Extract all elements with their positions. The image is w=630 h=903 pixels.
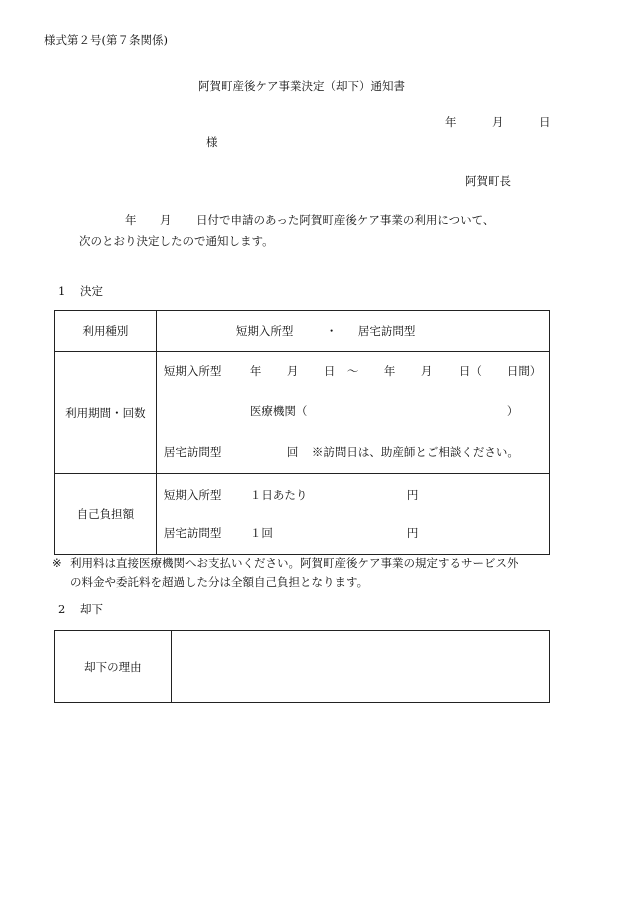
note-line1: 利用料は直接医療機関へお支払いください。阿賀町産後ケア事業の規定するサービス外 <box>70 556 519 570</box>
cost-label-cell <box>55 474 157 555</box>
decision-table <box>54 310 550 555</box>
days-count-close: 日間） <box>506 364 542 378</box>
body-line1: 日付で申請のあった阿賀町産後ケア事業の利用について、 <box>196 213 495 227</box>
cost-short-stay-unit: １日あたり <box>249 488 308 502</box>
cost-label: 自己負担額 <box>76 507 135 521</box>
end-year: 年 <box>383 364 396 378</box>
body-month: 月 <box>160 213 172 227</box>
period-tilde: 〜 <box>346 364 359 378</box>
period-label-cell <box>55 352 157 474</box>
rejection-reason-field <box>171 631 549 703</box>
document-title: 阿賀町産後ケア事業決定（却下）通知書 <box>198 79 405 93</box>
rejection-table <box>54 630 550 703</box>
note-mark: ※ <box>52 556 62 570</box>
period-label: 利用期間・回数 <box>65 405 146 420</box>
rejection-reason-label: 却下の理由 <box>84 659 142 674</box>
start-day: 日 <box>323 364 336 378</box>
end-day: 日（ <box>458 364 482 378</box>
home-visit-count-unit: 回 <box>286 445 299 459</box>
cost-home-visit-yen: 円 <box>406 526 419 540</box>
start-month: 月 <box>286 364 299 378</box>
period-detail-cell <box>156 352 549 474</box>
section1-number: 1 <box>58 284 66 298</box>
addressee-suffix: 様 <box>206 135 218 149</box>
body-line2: 次のとおり決定したので通知します。 <box>79 234 274 248</box>
cost-short-stay-label: 短期入所型 <box>163 488 222 502</box>
date-month: 月 <box>492 115 504 129</box>
start-year: 年 <box>249 364 262 378</box>
form-number: 様式第２号(第７条関係) <box>44 33 168 47</box>
date-year: 年 <box>445 115 457 129</box>
type-home-visit: 居宅訪問型 <box>357 324 416 338</box>
type-label: 利用種別 <box>82 324 129 338</box>
institution-close: ） <box>506 404 519 418</box>
body-year: 年 <box>125 213 137 227</box>
home-visit-label: 居宅訪問型 <box>163 445 222 459</box>
section1-heading: 決定 <box>80 284 103 298</box>
type-separator: ・ <box>325 324 338 338</box>
cost-home-visit-label: 居宅訪問型 <box>163 526 222 540</box>
type-options-cell <box>156 311 549 352</box>
section2-heading: 却下 <box>80 602 103 616</box>
institution-label: 医療機関（ <box>249 404 308 418</box>
rejection-reason-label-cell <box>55 631 172 703</box>
end-month: 月 <box>420 364 433 378</box>
section2-number: 2 <box>58 602 66 616</box>
note-line2: の料金や委託料を超過した分は全額自己負担となります。 <box>70 575 369 589</box>
cost-short-stay-yen: 円 <box>406 488 419 502</box>
type-label-cell <box>55 311 157 352</box>
type-short-stay: 短期入所型 <box>235 324 294 338</box>
short-stay-label: 短期入所型 <box>163 364 222 378</box>
cost-detail-cell <box>156 474 549 555</box>
home-visit-note: ※訪問日は、助産師とご相談ください。 <box>311 445 519 459</box>
date-day: 日 <box>539 115 551 129</box>
cost-home-visit-unit: １回 <box>249 526 273 540</box>
issuer-name: 阿賀町長 <box>465 174 511 188</box>
